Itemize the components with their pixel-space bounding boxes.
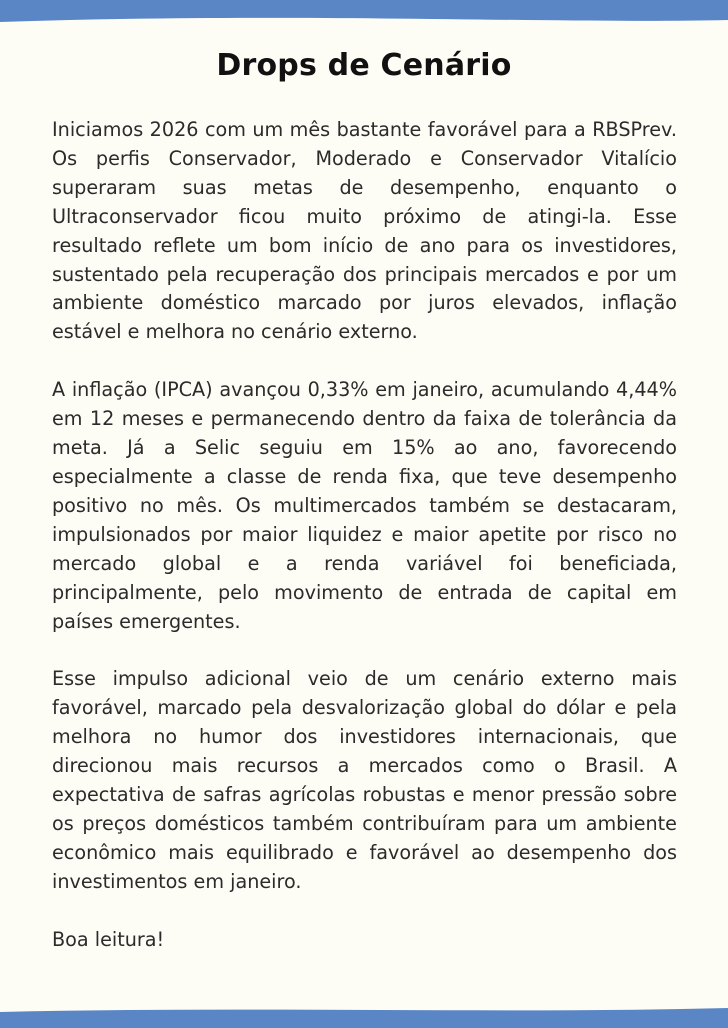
article-body bbox=[52, 116, 677, 955]
bottom-decorative-band bbox=[0, 1004, 728, 1028]
paragraph-intro: Iniciamos 2026 com um mês bastante favorável para a RBSPrev. Os perfis Conservador, Moderado e Conservador Vitalício superaram suas metas de desempenho, enquanto o Ultraconservador ficou muito próximo de atingi-la. Esse resultado reflete um bom início de ano para os investidores, sustentado pela recuperação dos principais mercados e por um ambiente doméstico marcado por juros elevados, inflação estável e melhora no cenário externo. bbox=[52, 118, 677, 344]
paragraph-external-scenario: Esse impulso adicional veio de um cenário externo mais favorável, marcado pela desvalorização global do dólar e pela melhora no humor dos investidores internacionais, que direcionou mais recursos a mercados como o Brasil. A expectativa de safras agrícolas robustas e menor pressão sobre os preços domésticos também contribuíram para um ambiente econômico mais equilibrado e favorável ao desempenho dos investimentos em janeiro. bbox=[52, 667, 677, 893]
page-title: Drops de Cenário bbox=[216, 48, 512, 83]
top-decorative-band bbox=[0, 0, 728, 26]
closing-text: Boa leitura! bbox=[52, 927, 165, 951]
paragraph-inflation: A inflação (IPCA) avançou 0,33% em janeiro, acumulando 4,44% em 12 meses e permanecendo dentro da faixa de tolerância da meta. Já a Selic seguiu em 15% ao ano, favorecendo especialmente a classe de renda fixa, que teve desempenho positivo no mês. Os multimercados também se destacaram, impulsionados por maior liquidez e maior apetite por risco no mercado global e a renda variável foi beneficiada, principalmente, pelo movimento de entrada de capital em países emergentes. bbox=[52, 378, 677, 633]
